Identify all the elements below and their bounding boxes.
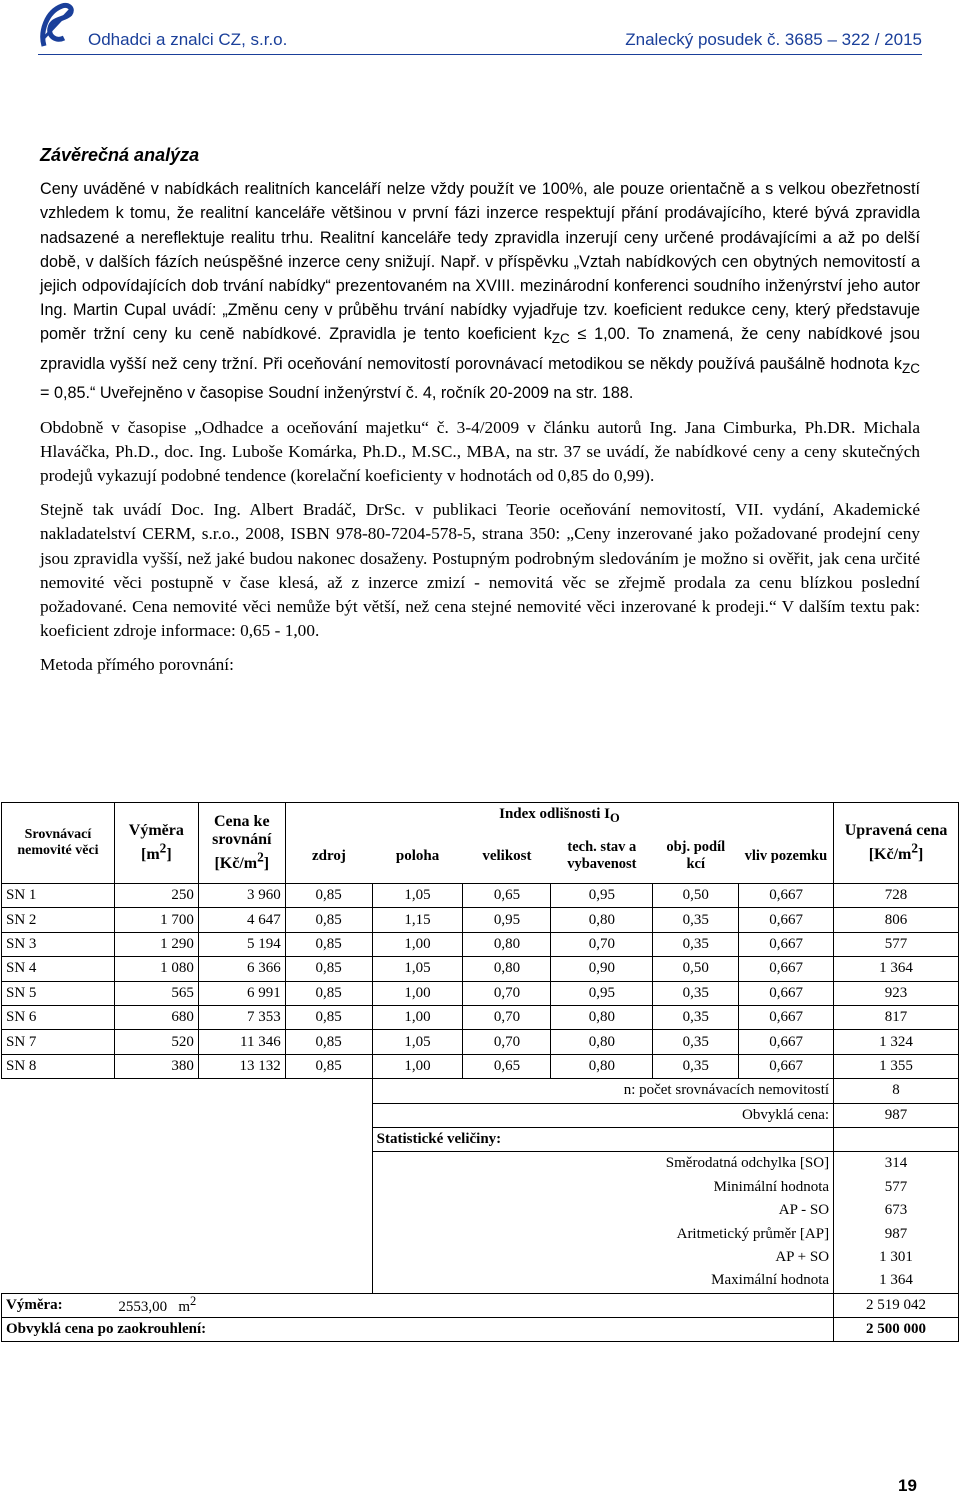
spacer-cell [2, 1127, 373, 1151]
stat-obvykla-label: Obvyklá cena: [372, 1103, 833, 1127]
cell-id: SN 5 [2, 981, 115, 1005]
table-row [2, 981, 959, 1005]
spacer-cell [2, 1152, 373, 1176]
cell-tech: 0,80 [551, 908, 653, 932]
cell-vliv: 0,667 [739, 957, 834, 981]
total-vymera-spacer [285, 1293, 833, 1317]
cell-obj: 0,35 [653, 908, 739, 932]
cell-poloha: 1,15 [372, 908, 463, 932]
cell-id: SN 6 [2, 1005, 115, 1029]
page-header [38, 0, 922, 52]
header-upravena-unit-sup: 2 [911, 840, 919, 856]
header-upravena-unit [868, 840, 924, 863]
header-tech: tech. stav a vybavenost [551, 829, 653, 884]
header-vymera-unit-open: [m [141, 845, 160, 863]
paragraph-intro-d: = 0,85.“ Uveřejněno v časopise Soudní inženýrství č. 4, ročník 20-2009 na str. 188. [40, 384, 634, 403]
table-row [2, 1054, 959, 1078]
header-srovnavaci: Srovnávací nemovité věci [2, 803, 115, 884]
cell-vymera: 520 [114, 1030, 198, 1054]
table-header-row-1 [2, 803, 959, 830]
cell-velikost: 0,70 [463, 1030, 551, 1054]
header-cena-unit-open: [Kč/m [214, 854, 258, 872]
stat-n-label: n: počet srovnávacích nemovitostí [372, 1079, 833, 1103]
stat-row-ap [2, 1222, 959, 1245]
cell-poloha: 1,05 [372, 957, 463, 981]
cell-upr: 1 355 [834, 1054, 959, 1078]
header-index-label: Index odlišnosti I [499, 806, 610, 822]
total-vymera-value-cell [114, 1293, 285, 1317]
cell-obj: 0,35 [653, 1054, 739, 1078]
stat-ap-label: Aritmetický průměr [AP] [372, 1222, 833, 1245]
cell-cena: 11 346 [198, 1030, 285, 1054]
cell-tech: 0,90 [551, 957, 653, 981]
header-cena-unit [214, 849, 270, 872]
stat-apso2-label: AP + SO [372, 1246, 833, 1269]
stat-row-so [2, 1152, 959, 1176]
cell-cena: 4 647 [198, 908, 285, 932]
cell-tech: 0,95 [551, 981, 653, 1005]
subscript-zc-2: ZC [902, 361, 920, 377]
cell-velikost: 0,95 [463, 908, 551, 932]
header-vymera-unit [141, 840, 172, 863]
cell-velikost: 0,70 [463, 981, 551, 1005]
header-divider [38, 54, 922, 55]
cell-cena: 13 132 [198, 1054, 285, 1078]
header-vymera [114, 803, 198, 884]
cell-zdroj: 0,85 [285, 981, 372, 1005]
cell-id: SN 8 [2, 1054, 115, 1078]
cell-upr: 923 [834, 981, 959, 1005]
cell-cena: 6 991 [198, 981, 285, 1005]
stat-row-apso [2, 1199, 959, 1222]
header-cena [198, 803, 285, 884]
stat-row-title [2, 1127, 959, 1151]
cell-vliv: 0,667 [739, 981, 834, 1005]
spacer-cell [2, 1103, 373, 1127]
stat-apso2-value: 1 301 [834, 1246, 959, 1269]
table-row [2, 1005, 959, 1029]
header-index [285, 803, 833, 830]
stat-ap-value: 987 [834, 1222, 959, 1245]
header-vymera-unit-sup: 2 [159, 840, 167, 856]
cell-upr: 1 364 [834, 957, 959, 981]
subscript-zc-1: ZC [551, 331, 570, 347]
total-vymera-unit: m [178, 1299, 191, 1316]
cell-tech: 0,70 [551, 932, 653, 956]
header-obj: obj. podíl kcí [653, 829, 739, 884]
stat-row-obvykla [2, 1103, 959, 1127]
cell-obj: 0,50 [653, 957, 739, 981]
spacer-cell [2, 1269, 373, 1293]
total-vymera-label: Výměra: [2, 1293, 115, 1317]
header-upravena-unit-close: ] [918, 845, 924, 863]
paragraph-intro-b: Např. v příspěvku „Vztah nabídkových cen obytných nemovitostí a jejich odpovídajících dob trvání nabídky“ prezentovaném na XVIII. mezinárodní konferenci soudního inženýrství jeho autor Ing. Martin Cupal uvádí: „Změnu ceny v průběhu trvání nabídky vyjadřuje tzv. koeficient redukce ceny, který představuje poměr tržní ceny ku ceně nabídkové. Zpravidla je tento koeficient k [40, 252, 920, 344]
header-company-name: Odhadci a znalci CZ, s.r.o. [88, 30, 288, 49]
cell-obj: 0,50 [653, 884, 739, 908]
table-row [2, 1030, 959, 1054]
stat-obvykla-value: 987 [834, 1103, 959, 1127]
cell-vymera: 1 290 [114, 932, 198, 956]
cell-upr: 817 [834, 1005, 959, 1029]
cell-vliv: 0,667 [739, 908, 834, 932]
header-cena-label: Cena ke srovnání [212, 813, 272, 849]
cell-zdroj: 0,85 [285, 932, 372, 956]
cell-poloha: 1,00 [372, 1054, 463, 1078]
header-upravena-label: Upravená cena [844, 822, 948, 840]
stat-so-label: Směrodatná odchylka [SO] [372, 1152, 833, 1176]
header-zdroj: zdroj [285, 829, 372, 884]
table-row [2, 884, 959, 908]
cell-id: SN 3 [2, 932, 115, 956]
total-vymera-sup: 2 [190, 1294, 197, 1309]
spacer-cell [2, 1199, 373, 1222]
header-index-sub: O [609, 811, 620, 825]
stat-row-apso2 [2, 1246, 959, 1269]
paragraph-metoda: Metoda přímého porovnání: [40, 655, 234, 675]
paragraph-intro-c: ≤ 1,00. To znamená, že ceny nabídkové jsou zpravidla vyšší než ceny tržní. Při oceňování nemovitostí porovnávací metodikou se někdy používá paušálně hodnota k [40, 325, 920, 373]
cell-zdroj: 0,85 [285, 884, 372, 908]
cell-tech: 0,95 [551, 884, 653, 908]
total-vymera-value: 2553,00 [118, 1299, 168, 1316]
header-poloha: poloha [372, 829, 463, 884]
cell-vymera: 380 [114, 1054, 198, 1078]
cell-vliv: 0,667 [739, 932, 834, 956]
stat-max-value: 1 364 [834, 1269, 959, 1293]
paragraph-bradac: Stejně tak uvádí Doc. Ing. Albert Bradáč, DrSc. v publikaci Teorie oceňování nemovitostí, VII. vydání, Akademické nakladatelství CERM, s.r.o., 2008, ISBN 978-80-7204-578-5, strana 350: „Ceny inzerované jako požadované prodejní ceny jsou zpravidla vyšší, než jaké budou nakonec dosaženy. Postupným podrobným sledováním je možno si ověřit, jak cena určité nemovité věci postupně v čase klesá, až z inzerce zmizí - nemovitá věc se zřejmě prodala za cenu blízkou poslední požadované. Cena nemovité věci nemůže být větší, než cena stejné nemovité věci inzerované k prodeji.“ V dalším textu pak: koeficient zdroje informace: 0,65 - 1,00. [40, 500, 920, 641]
cell-cena: 7 353 [198, 1005, 285, 1029]
cell-vliv: 0,667 [739, 1005, 834, 1029]
cell-velikost: 0,65 [463, 884, 551, 908]
cell-zdroj: 0,85 [285, 1005, 372, 1029]
total-row-vymera [2, 1293, 959, 1317]
cell-vymera: 680 [114, 1005, 198, 1029]
stat-row-max [2, 1269, 959, 1293]
cell-id: SN 7 [2, 1030, 115, 1054]
cell-vymera: 250 [114, 884, 198, 908]
cell-vymera: 1 080 [114, 957, 198, 981]
cell-poloha: 1,00 [372, 932, 463, 956]
stat-title: Statistické veličiny: [372, 1127, 833, 1151]
cell-poloha: 1,05 [372, 884, 463, 908]
cell-vliv: 0,667 [739, 1030, 834, 1054]
cell-velikost: 0,80 [463, 957, 551, 981]
stat-row-min [2, 1176, 959, 1199]
cell-id: SN 1 [2, 884, 115, 908]
cell-upr: 728 [834, 884, 959, 908]
stat-min-label: Minimální hodnota [372, 1176, 833, 1199]
stat-max-label: Maximální hodnota [372, 1269, 833, 1293]
paragraph-intro [40, 177, 920, 405]
total-obvykla-value: 2 500 000 [834, 1318, 959, 1342]
header-vymera-label: Výměra [128, 822, 184, 840]
cell-vymera: 565 [114, 981, 198, 1005]
header-vymera-unit-close: ] [166, 845, 172, 863]
total-obvykla-label: Obvyklá cena po zaokrouhlení: [2, 1318, 834, 1342]
stat-min-value: 577 [834, 1176, 959, 1199]
cell-upr: 806 [834, 908, 959, 932]
company-logo-icon [38, 2, 76, 50]
cell-obj: 0,35 [653, 1030, 739, 1054]
header-cena-unit-close: ] [263, 854, 270, 872]
cell-tech: 0,80 [551, 1005, 653, 1029]
spacer-cell [2, 1246, 373, 1269]
cell-tech: 0,80 [551, 1030, 653, 1054]
stat-title-spacer [834, 1127, 959, 1151]
cell-velikost: 0,80 [463, 932, 551, 956]
header-upravena [834, 803, 959, 884]
spacer-cell [2, 1079, 373, 1103]
cell-id: SN 2 [2, 908, 115, 932]
cell-id: SN 4 [2, 957, 115, 981]
header-document-id: Znalecký posudek č. 3685 – 322 / 2015 [625, 30, 922, 49]
cell-tech: 0,80 [551, 1054, 653, 1078]
paragraph-intro-a: Ceny uváděné v nabídkách realitních kanceláří nelze vždy použít ve 100%, ale pouze orientačně a s velkou obezřetností vzhledem k tomu, že realitní kanceláře většinou v první fázi inzerce respektují přání prodávajícího, které bývá zpravidla nadsazené a nereflektuje realitu trhu. Realitní kanceláře tedy zpravidla inzerují ceny určené prodávajícími a až po delší době, v dalších fázích neúspěšné inzerce ceny snižují. [40, 180, 920, 271]
stat-n-value: 8 [834, 1079, 959, 1103]
cell-poloha: 1,00 [372, 1005, 463, 1029]
cell-vymera: 1 700 [114, 908, 198, 932]
cell-obj: 0,35 [653, 1005, 739, 1029]
cell-poloha: 1,00 [372, 981, 463, 1005]
cell-zdroj: 0,85 [285, 1030, 372, 1054]
cell-velikost: 0,65 [463, 1054, 551, 1078]
table-row [2, 932, 959, 956]
cell-obj: 0,35 [653, 981, 739, 1005]
stat-so-value: 314 [834, 1152, 959, 1176]
total-row-obvykla [2, 1318, 959, 1342]
paragraph-obdobne: Obdobně v časopise „Odhadce a oceňování majetku“ č. 3-4/2009 v článku autorů Ing. Jana Cimburka, Ph.DR. Michala Hlaváčka, Ph.D., doc. Ing. Luboše Komárka, Ph.D., M.SC., MBA, na str. 37 se uvádí, že nabídkové ceny a ceny skutečných prodejů vykazují podobné tendence (korelační koeficienty v hodnotách od 0,85 do 0,99). [40, 417, 920, 485]
table-row [2, 957, 959, 981]
stat-row-n [2, 1079, 959, 1103]
total-vymera-total: 2 519 042 [834, 1293, 959, 1317]
cell-velikost: 0,70 [463, 1005, 551, 1029]
cell-zdroj: 0,85 [285, 1054, 372, 1078]
cell-zdroj: 0,85 [285, 957, 372, 981]
cell-cena: 5 194 [198, 932, 285, 956]
header-velikost: velikost [463, 829, 551, 884]
section-title: Závěrečná analýza [40, 145, 200, 165]
cell-vliv: 0,667 [739, 884, 834, 908]
cell-cena: 6 366 [198, 957, 285, 981]
stat-apso-value: 673 [834, 1199, 959, 1222]
header-vliv: vliv pozemku [739, 829, 834, 884]
page-number: 19 [898, 1476, 917, 1495]
cell-zdroj: 0,85 [285, 908, 372, 932]
table-body [2, 884, 959, 1079]
cell-vliv: 0,667 [739, 1054, 834, 1078]
cell-obj: 0,35 [653, 932, 739, 956]
stat-apso-label: AP - SO [372, 1199, 833, 1222]
cell-poloha: 1,05 [372, 1030, 463, 1054]
header-upravena-unit-open: [Kč/m [868, 845, 912, 863]
cell-upr: 577 [834, 932, 959, 956]
cell-upr: 1 324 [834, 1030, 959, 1054]
comparison-table [1, 802, 959, 1342]
document-body [40, 143, 920, 688]
table-row [2, 908, 959, 932]
header-cena-unit-sup: 2 [257, 849, 264, 865]
spacer-cell [2, 1222, 373, 1245]
spacer-cell [2, 1176, 373, 1199]
cell-cena: 3 960 [198, 884, 285, 908]
